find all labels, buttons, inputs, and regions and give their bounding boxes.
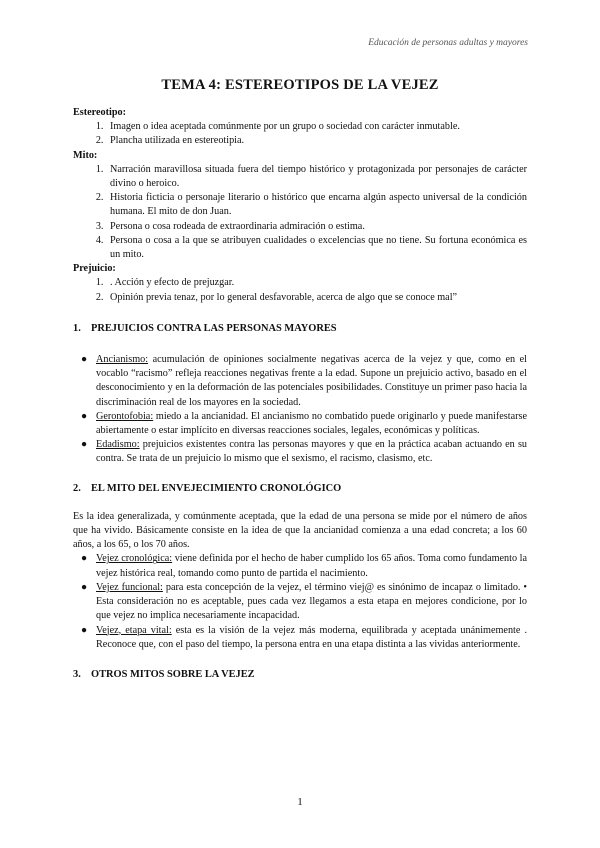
- section-title: OTROS MITOS SOBRE LA VEJEZ: [91, 668, 255, 680]
- definition-item: 2. Historia ficticia o personaje literario o histórico que encarna algún aspecto universal de la condición humana. El mito de don Juan.: [106, 191, 527, 219]
- bullet-text: esta es la visión de la vejez más moderna, equilibrada y aceptada unánimemente . Reconoce que, con el paso del tiempo, la persona entra en una etapa distinta a las vividas anteriormente.: [96, 624, 527, 650]
- section-title: EL MITO DEL ENVEJECIMIENTO CRONOLÓGICO: [91, 482, 342, 494]
- definition-item: 2. Opinión previa tenaz, por lo general desfavorable, acerca de algo que se conoce mal”: [106, 291, 527, 305]
- paragraph: Es la idea generalizada, y comúnmente aceptada, que la edad de una persona se mide por el número de años que ha vivido. Básicamente consiste en la idea de que la ancianidad comienza a una edad concreta; a los 60 años, a los 65, o los 70 años.: [73, 510, 527, 551]
- definition-item: 1. Narración maravillosa situada fuera del tiempo histórico y protagonizada por personajes de carácter divino o heroico.: [106, 163, 527, 191]
- definition-item: 1. . Acción y efecto de prejuzgar.: [106, 276, 527, 290]
- bullet-item: [81, 353, 527, 410]
- bullet-icon: ●: [81, 354, 88, 366]
- bullet-term: Vejez cronológica:: [96, 553, 173, 565]
- section-heading: [73, 668, 527, 682]
- bullet-icon: ●: [81, 553, 88, 565]
- definition-list: [73, 120, 527, 148]
- section-number: 1.: [73, 322, 81, 334]
- bullet-text: viene definida por el hecho de haber cumplido los 65 años. Toma como fundamento la vejez histórica real, tomando como punto de partida el nacimiento.: [96, 553, 527, 579]
- definition-term: Estereotipo:: [73, 107, 127, 118]
- bullet-text: acumulación de opiniones socialmente negativas acerca de la vejez y que, como en el vocablo “racismo” refleja reacciones negativas frente a la edad. Supone un prejuicio activo, basado en el desconocimiento y en la deformación de las potenciales posibilidades. Constituye un primer paso hacia la discriminación real de los mayores en la sociedad.: [96, 354, 527, 408]
- definition-list: [73, 163, 527, 262]
- document-body: [73, 106, 527, 682]
- section-number: 2.: [73, 482, 81, 494]
- definition-item: 1. Imagen o idea aceptada comúnmente por un grupo o sociedad con carácter inmutable.: [106, 120, 527, 134]
- bullet-list: [73, 353, 527, 467]
- page-number: 1: [297, 796, 303, 808]
- definition-item: 3. Persona o cosa rodeada de extraordinaria admiración o estima.: [106, 220, 527, 234]
- bullet-term: Vejez funcional:: [96, 581, 163, 593]
- bullet-icon: ●: [81, 439, 88, 451]
- bullet-text: miedo a la ancianidad. El ancianismo no combatido puede originarlo y puede manifestarse abiertamente o estar implícito en diversas reacciones sociales, legales, económicas y políticas.: [96, 410, 527, 437]
- section-heading: [73, 482, 527, 496]
- bullet-term: Vejez, etapa vital:: [96, 624, 172, 636]
- bullet-item: [81, 552, 527, 580]
- bullet-text: prejuicios existentes contra las personas mayores y que en la práctica acaban actuando en su contra. Se trata de un prejuicio lo mismo que el sexismo, el racismo, clasismo, etc.: [96, 439, 527, 465]
- section-number: 3.: [73, 668, 81, 680]
- bullet-text: para esta concepción de la vejez, el término viej@ es sinónimo de incapaz o limitado. • Esta consideración no es aceptable, pues cada vez llegamos a esta etapa en mejores condicione, por lo que vejez no implica necesariamente incapacidad.: [96, 581, 527, 622]
- bullet-item: [81, 624, 527, 652]
- bullet-item: [81, 581, 527, 624]
- bullet-term: Edadismo:: [96, 439, 140, 451]
- definition-item: 4. Persona o cosa a la que se atribuyen cualidades o excelencias que no tiene. Su fortuna económica es un mito.: [106, 234, 527, 262]
- section-heading: [73, 322, 527, 336]
- page-title: TEMA 4: ESTEREOTIPOS DE LA VEJEZ: [161, 77, 439, 93]
- bullet-term: Gerontofobia:: [96, 410, 154, 422]
- definition-term: Mito:: [73, 149, 98, 161]
- bullet-icon: ●: [81, 581, 88, 593]
- section-title: PREJUICIOS CONTRA LAS PERSONAS MAYORES: [91, 322, 337, 334]
- definition-term: Prejuicio:: [73, 263, 116, 275]
- running-header: Educación de personas adultas y mayores: [368, 38, 528, 48]
- bullet-item: [81, 410, 527, 438]
- definition-item: 2. Plancha utilizada en estereotipia.: [106, 134, 527, 148]
- definition-list: [73, 276, 527, 304]
- bullet-icon: ●: [81, 410, 88, 422]
- bullet-icon: ●: [81, 624, 88, 636]
- bullet-list: [73, 552, 527, 651]
- bullet-item: [81, 438, 527, 466]
- bullet-term: Ancianismo:: [96, 354, 149, 366]
